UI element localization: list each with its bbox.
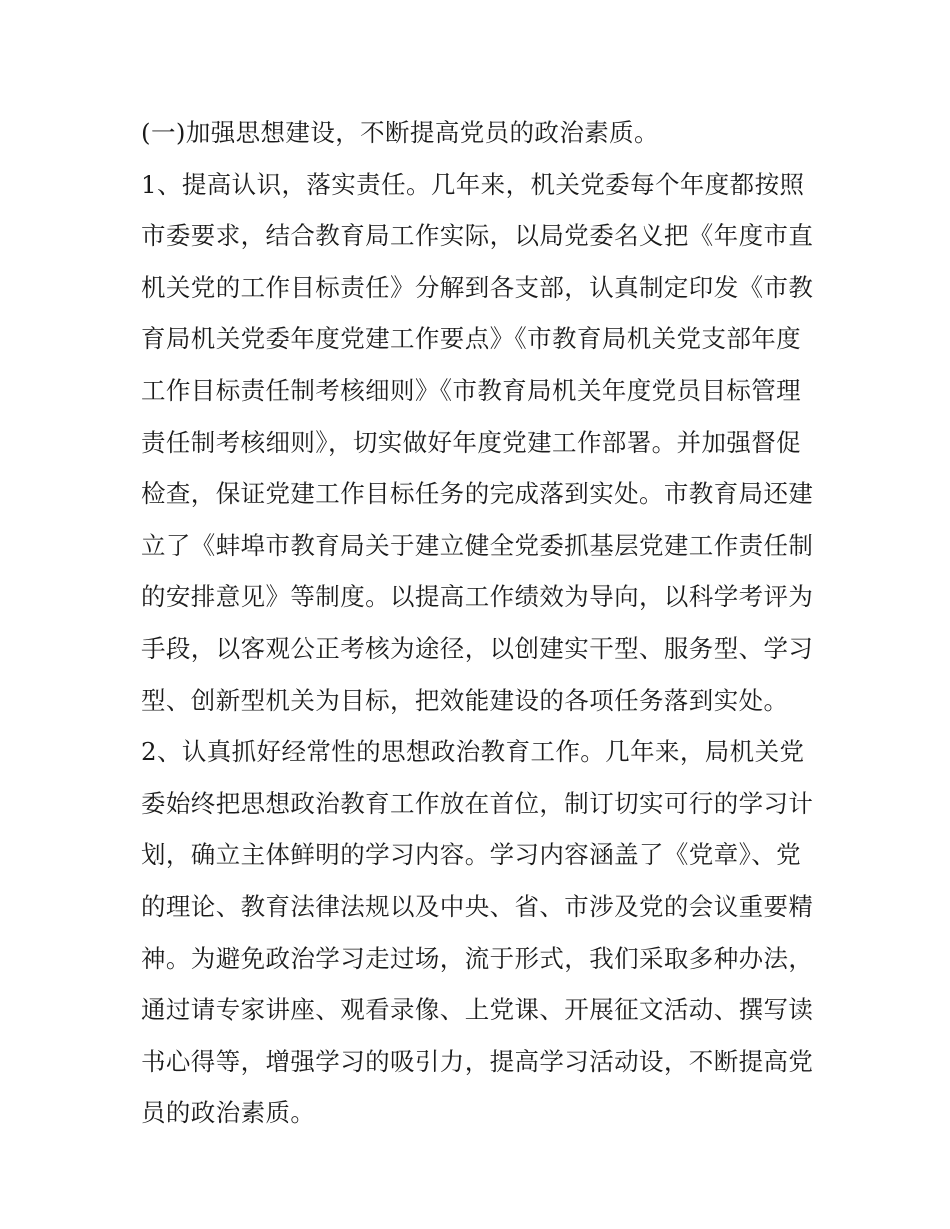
paragraph-line: 1、提高认识，落实责任。几年来，机关党委每个年度都按照 bbox=[141, 169, 805, 199]
paragraph-line: 检查，保证党建工作目标任务的完成落到实处。市教育局还建 bbox=[141, 479, 814, 509]
paragraph-line: 的理论、教育法律法规以及中央、省、市涉及党的会议重要精 bbox=[141, 891, 814, 921]
paragraph-line: 2、认真抓好经常性的思想政治教育工作。几年来，局机关党 bbox=[141, 737, 805, 767]
paragraph-line: 型、创新型机关为目标，把效能建设的各项任务落到实处。 bbox=[141, 685, 789, 715]
paragraph-line: 立了《蚌埠市教育局关于建立健全党委抓基层党建工作责任制 bbox=[141, 530, 814, 560]
paragraph-line: 手段，以客观公正考核为途径，以创建实干型、服务型、学习 bbox=[141, 633, 814, 663]
paragraph-line: 划，确立主体鲜明的学习内容。学习内容涵盖了《党章》、党 bbox=[141, 840, 802, 870]
section-heading: (一)加强思想建设，不断提高党员的政治素质。 bbox=[141, 118, 659, 147]
paragraph-line: 员的政治素质。 bbox=[141, 1098, 316, 1128]
paragraph-line: 机关党的工作目标责任》分解到各支部，认真制定印发《市教 bbox=[141, 272, 814, 302]
paragraph-line: 书心得等，增强学习的吸引力，提高学习活动设，不断提高党 bbox=[141, 1046, 814, 1076]
paragraph-line: 工作目标责任制考核细则》《市教育局机关年度党员目标管理 bbox=[141, 375, 802, 405]
paragraph-line: 育局机关党委年度党建工作要点》《市教育局机关党支部年度 bbox=[141, 324, 802, 354]
paragraph-line: 神。为避免政治学习走过场，流于形式，我们采取多种办法， bbox=[141, 943, 814, 973]
paragraph-line: 委始终把思想政治教育工作放在首位，制订切实可行的学习计 bbox=[141, 788, 814, 818]
paragraph-line: 的安排意见》等制度。以提高工作绩效为导向，以科学考评为 bbox=[141, 582, 814, 612]
document-body bbox=[141, 107, 821, 1139]
paragraph-line: 市委要求，结合教育局工作实际，以局党委名义把《年度市直 bbox=[141, 221, 814, 251]
paragraph-line: 责任制考核细则》，切实做好年度党建工作部署。并加强督促 bbox=[141, 427, 802, 457]
paragraph-line: 通过请专家讲座、观看录像、上党课、开展征文活动、撰写读 bbox=[141, 995, 814, 1025]
